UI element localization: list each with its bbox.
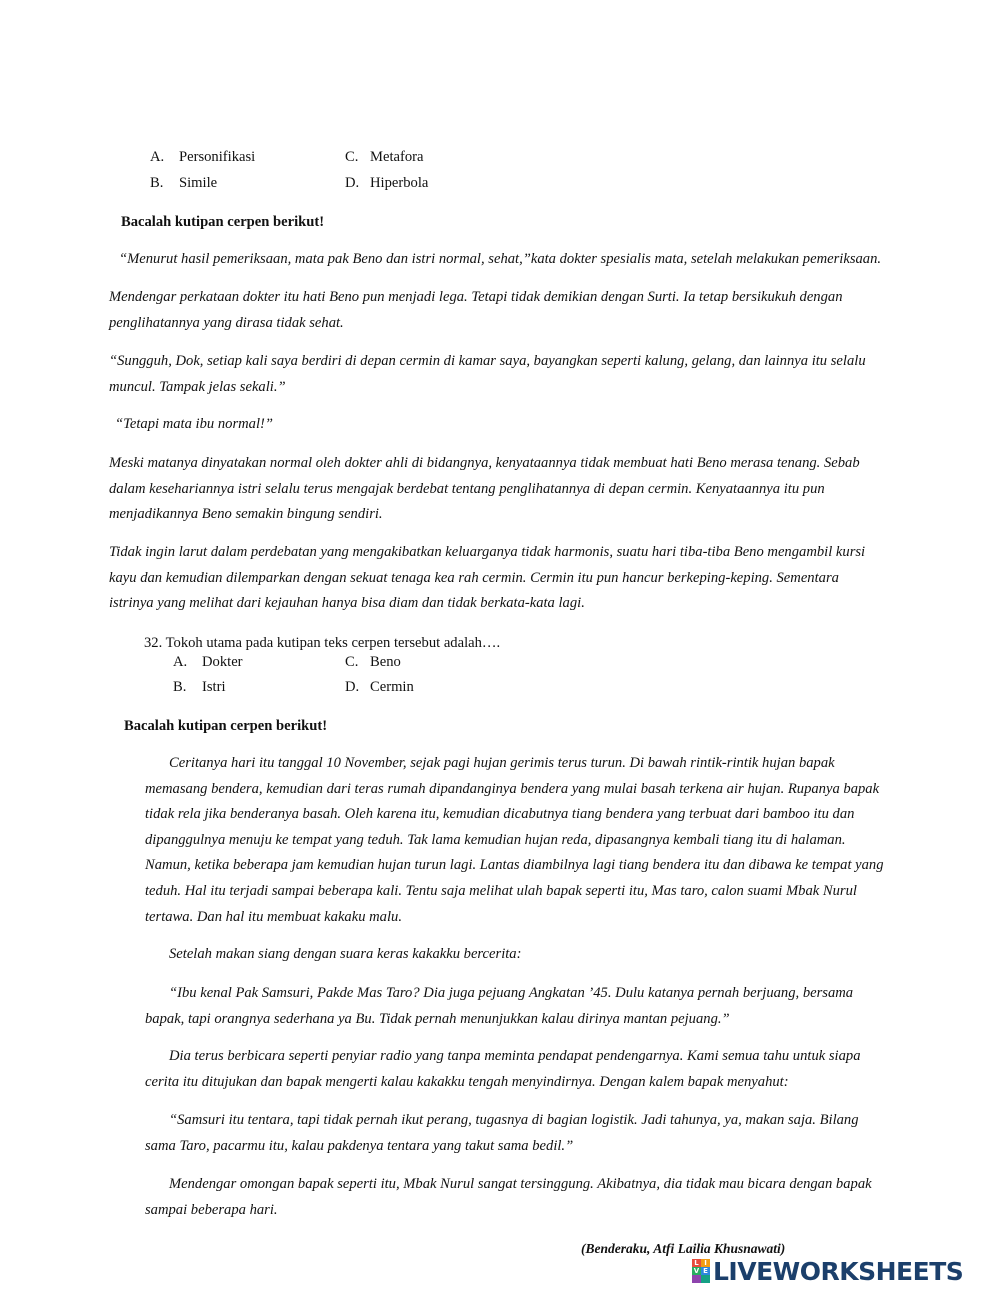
story-line: dalam kesehariannya istri selalu terus mengajak berdebat tentang penglihatannya di depan cermin. Kenyataannya itu pun [109, 480, 825, 497]
liveworksheets-logo[interactable] [692, 1256, 992, 1286]
story2-paragraph-5 [145, 1108, 859, 1159]
story2-paragraph-2 [145, 942, 521, 968]
story-line: Dia terus berbicara seperti penyiar radio yang tanpa meminta pendapat pendengarnya. Kami semua tahu untuk siapa [169, 1048, 861, 1064]
story-line: bapak, tapi orangnya sederhana ya Bu. Tidak pernah menunjukkan kalau dirinya mantan pejuang.” [145, 1010, 730, 1027]
story-line: “Samsuri itu tentara, tapi tidak pernah ikut perang, tugasnya di bagian logistik. Jadi tahunya, ya, makan saja. Bilang [169, 1112, 859, 1128]
story-line: Mendengar perkataan dokter itu hati Beno pun menjadi lega. Tetapi tidak demikian dengan Surti. Ia tetap bersikukuh dengan [109, 289, 843, 305]
story-line: penglihatannya yang dirasa tidak sehat. [109, 314, 344, 331]
story1-paragraph-2 [109, 285, 843, 336]
q32-option-a[interactable] [173, 654, 243, 671]
story-line: Setelah makan siang dengan suara keras kakakku bercerita: [169, 946, 522, 962]
instruction-heading-2: Bacalah kutipan cerpen berikut! [124, 718, 328, 734]
option-letter: A. [150, 149, 165, 165]
story-line: muncul. Tampak jelas sekali.” [109, 378, 286, 395]
source-citation: (Benderaku, Atfi Lailia Khusnawati) [581, 1241, 786, 1256]
q32-option-c[interactable] [345, 654, 401, 671]
story1-paragraph-6 [109, 540, 865, 617]
option-letter: B. [150, 175, 164, 191]
option-text: Metafora [370, 149, 424, 165]
option-text: Istri [202, 679, 226, 695]
option-text: Personifikasi [179, 149, 256, 165]
story-line: kayu dan kemudian dilemparkan dengan sekuat tenaga kea rah cermin. Cermin itu pun hancur berkeping-keping. Sementara [109, 569, 839, 586]
story-line: memasang bendera, kemudian dari teras rumah dipandanginya bendera yang mulai basah terkena air hujan. Rupanya bapak [145, 780, 880, 797]
option-text: Dokter [202, 654, 243, 670]
story-line: Ceritanya hari itu tanggal 10 November, sejak pagi hujan gerimis terus turun. Di bawah rintik-rintik hujan bapak [169, 755, 835, 771]
q31-option-a[interactable] [150, 149, 255, 166]
q32-question: 32. Tokoh utama pada kutipan teks cerpen tersebut adalah…. [144, 635, 501, 651]
story-line: teduh. Hal itu terjadi sampai beberapa kali. Tentu saja melihat ulah bapak seperti itu, Mas taro, calon suami Mbak Nurul [145, 882, 857, 899]
story2-paragraph-4 [145, 1044, 861, 1095]
option-text: Cermin [370, 679, 414, 695]
story-line: Mendengar omongan bapak seperti itu, Mbak Nurul sangat tersinggung. Akibatnya, dia tidak mau bicara dengan bapak [169, 1176, 872, 1192]
story-line: istrinya yang melihat dari kejauhan hanya bisa diam dan tidak berkata-kata lagi. [109, 595, 585, 612]
option-letter: D. [345, 175, 360, 191]
story-line: “Sungguh, Dok, setiap kali saya berdiri di depan cermin di kamar saya, bayangkan seperti kalung, gelang, dan lainnya itu selalu [109, 353, 866, 369]
story-line: sama Taro, pacarmu itu, kalau pakdenya tentara yang takut sama bedil.” [145, 1137, 574, 1154]
story-line: menjadikannya Beno semakin bingung sendiri. [109, 506, 383, 523]
q31-option-d[interactable] [345, 175, 428, 192]
story1-paragraph-5 [109, 451, 860, 528]
logo-text: LIVEWORKSHEETS [713, 1256, 964, 1286]
story-line: tidak rela jika benderanya basah. Oleh karena itu, kemudian dicabutnya tiang bendera yang terbuat dari bamboo itu dan [145, 806, 855, 823]
story-line: “Ibu kenal Pak Samsuri, Pakde Mas Taro? Dia juga pejuang Angkatan ’45. Dulu katanya pernah berjuang, bersama [169, 985, 854, 1001]
story-line: Meski matanya dinyatakan normal oleh dokter ahli di bidangnya, kenyataannya tidak membuat hati Beno merasa tenang. Sebab [109, 455, 860, 471]
story2-paragraph-6 [145, 1172, 872, 1223]
story1-paragraph-4 [115, 412, 273, 438]
option-letter: C. [345, 654, 359, 670]
story-line: sampai beberapa hari. [145, 1201, 278, 1218]
q31-option-b[interactable] [150, 175, 217, 192]
instruction-heading-1: Bacalah kutipan cerpen berikut! [121, 214, 325, 230]
option-letter: A. [173, 654, 188, 670]
option-text: Hiperbola [370, 175, 429, 191]
q32-option-b[interactable] [173, 679, 226, 696]
q32-option-d[interactable] [345, 679, 414, 696]
q31-option-c[interactable] [345, 149, 423, 166]
story-line: dipanggulnya menuju ke tempat yang teduh. Tak lama kemudian hujan reda, dipasangnya kembali tiang itu di halaman. [145, 831, 846, 848]
story2-paragraph-1 [145, 751, 884, 930]
story-line: “Menurut hasil pemeriksaan, mata pak Beno dan istri normal, sehat,”kata dokter spesialis mata, setelah melakukan pemeriksaan. [119, 251, 882, 267]
story-line: cerita itu ditujukan dan bapak mengerti kalau kakakku tengah menyindirnya. Dengan kalem bapak menyahut: [145, 1073, 789, 1090]
liveworksheets-icon: L I V E [692, 1259, 710, 1283]
story1-paragraph-1 [119, 247, 881, 273]
option-letter: B. [173, 679, 187, 695]
option-letter: D. [345, 679, 360, 695]
story-line: Namun, ketika beberapa jam kemudian hujan turun lagi. Lantas diambilnya lagi tiang bendera itu dan dibawa ke tempat yang [145, 857, 884, 874]
story-line: tertawa. Dan hal itu membuat kakaku malu. [145, 908, 402, 925]
story-line: Tidak ingin larut dalam perdebatan yang mengakibatkan keluarganya tidak harmonis, suatu hari tiba-tiba Beno mengambil kursi [109, 544, 866, 560]
story2-paragraph-3 [145, 981, 853, 1032]
option-letter: C. [345, 149, 359, 165]
story-line: “Tetapi mata ibu normal!” [115, 416, 273, 432]
option-text: Simile [179, 175, 218, 191]
story1-paragraph-3 [109, 349, 866, 400]
option-text: Beno [370, 654, 401, 670]
